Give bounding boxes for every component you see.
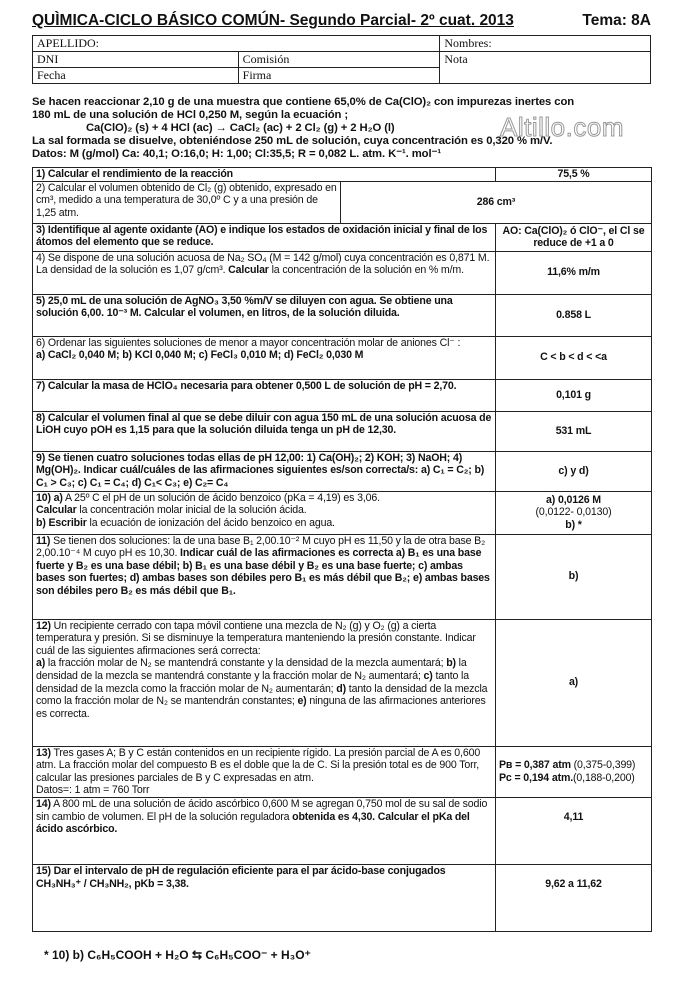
text-segment: tanto la densidad de la mezcla como la fracción molar de N₂ aumentarán;	[36, 669, 469, 695]
intro-line: 180 mL de una solución de HCl 0,250 M, según la ecuación ;	[32, 109, 349, 121]
text-segment: 11)	[36, 534, 51, 547]
text-segment: 8) Calcular el volumen final al que se debe diluir con agua 150 mL de una solución acuosa de LiOH cuyo pOH es 1,15 para que la solución diluida tenga un pH de 12,30.	[36, 411, 492, 437]
text-segment: A 25º C el pH de un solución de ácido benzoico (pKa = 4,19) es 3,06.	[62, 491, 380, 504]
text-segment: la concentración molar inicial de la solución ácida.	[76, 504, 307, 517]
question-text	[33, 336, 496, 379]
answer-cell	[496, 619, 652, 746]
text-segment: Datos=: 1 atm = 760 Torr	[36, 784, 150, 797]
intro-data: Datos: M (g/mol) Ca: 40,1; O:16,0; H: 1,00; Cl:35,5; R = 0,082 L. atm. K⁻¹. mol⁻¹	[32, 148, 442, 160]
text-segment: b) Escribir	[36, 516, 87, 529]
question-row	[33, 534, 652, 619]
text-segment: b)	[446, 657, 456, 670]
text-segment: la fracción molar de N₂ se mantendrá constante y la densidad de la mezcla aumentará;	[45, 657, 447, 670]
text-segment: a) 0,0126 M	[546, 493, 601, 506]
answer-cell	[496, 534, 652, 619]
exam-title-bar	[32, 12, 651, 30]
text-segment: (0,188-0,200)	[573, 771, 635, 784]
answer-cell	[496, 223, 652, 251]
question-row	[33, 619, 652, 746]
answer-cell	[496, 251, 652, 294]
text-segment: Pʙ = 0,387 atm	[499, 759, 571, 772]
text-segment: C < b < d < <a	[540, 351, 607, 364]
text-segment: 9,62 a 11,62	[545, 877, 602, 890]
question-text	[33, 491, 496, 534]
text-segment: ninguna de las afirmaciones anteriores es correcta.	[36, 695, 486, 720]
footnote-equation: * 10) b) C₆H₅COOH + H₂O ⇆ C₆H₅COO⁻ + H₃O⁺	[44, 948, 311, 962]
question-text	[33, 451, 496, 491]
text-segment: a)	[36, 657, 46, 670]
text-segment: 12)	[36, 619, 51, 632]
text-segment: (0,375-0,399)	[570, 759, 636, 772]
text-segment: b) *	[565, 518, 582, 531]
answer-cell	[496, 168, 652, 182]
exam-title: QUÌMICA-CICLO BÁSICO COMÚN- Segundo Parcial- 2º cuat. 2013	[32, 12, 514, 29]
question-row	[33, 411, 652, 451]
question-row	[33, 336, 652, 379]
question-row	[33, 379, 652, 411]
text-segment: 11,6% m/m	[547, 266, 600, 279]
text-segment: la densidad de la mezcla se mantendrá constante y la fracción molar de N₂ aumentará;	[36, 657, 467, 682]
question-row	[33, 491, 652, 534]
text-segment: Un recipiente cerrado con tapa móvil contiene una mezcla de N₂ (g) y O₂ (g) a cierta temperatura y presión. Si se disminuye la temperatura manteniendo la presión constante. Indicar cuál de las siguientes afirmaciones será correcta:	[36, 619, 476, 657]
watermark-logo: Altillo.com	[500, 112, 624, 142]
text-segment: 0,101 g	[556, 388, 591, 401]
question-row	[33, 181, 652, 223]
text-segment: Pᴄ = 0,194 atm.	[499, 771, 574, 784]
text-segment: obtenida es 4,30. Calcular el pKa del ácido ascórbico.	[36, 810, 470, 836]
exam-tema: Tema: 8A	[582, 12, 651, 29]
answer-cell	[341, 181, 652, 223]
text-segment: c) y d)	[558, 464, 589, 477]
text-segment: d)	[336, 682, 346, 695]
answer-cell	[496, 294, 652, 336]
question-row	[33, 864, 652, 931]
comision-field[interactable]: Comisión	[238, 52, 440, 68]
answer-cell	[496, 491, 652, 534]
text-segment: Tres gases A; B y C están contenidos en un recipiente rígido. La presión parcial de A es 0,600 atm. La fracción molar del compuesto B es el doble que la de C. Si la presión total es de 900 Torr, calcular las presiones parciales de B y C expresadas en atm.	[36, 746, 481, 784]
answer-cell	[496, 797, 652, 864]
text-segment: 1) Calcular el rendimiento de la reacción	[36, 168, 233, 180]
question-text	[33, 411, 496, 451]
text-segment: AO: Ca(ClO)₂ ó ClO⁻, el Cl se reduce de +1 a 0	[502, 224, 645, 250]
text-segment: 4,11	[563, 810, 584, 823]
text-segment: 286 cm³	[476, 195, 516, 208]
text-segment: la ecuación de ionización del ácido benzoico en agua.	[86, 516, 335, 529]
text-segment: 9) Se tienen cuatro soluciones todas ellas de pH 12,00: 1) Ca(OH)₂; 2) KOH; 3) NaOH; 4) Mg(OH)₂. Indicar cuál/cuáles de las afirmaciones siguientes es/son correcta/s: a) C₁ = C₂; b) C₁ > C₃; c) C₁ = C₄; d) C₁< C₃; e) C₂= C₄	[36, 451, 485, 489]
question-text	[33, 379, 496, 411]
question-text	[33, 619, 496, 746]
text-segment: 7) Calcular la masa de HClO₄ necesaria para obtener 0,500 L de solución de pH = 2,70.	[36, 379, 457, 392]
question-text	[33, 181, 341, 223]
question-text	[33, 746, 496, 797]
question-row	[33, 451, 652, 491]
student-info-table	[32, 35, 651, 84]
question-text	[33, 168, 496, 182]
questions-table	[32, 167, 652, 932]
text-segment: la concentración de la solución en % m/m.	[268, 264, 464, 277]
question-text	[33, 294, 496, 336]
firma-field[interactable]: Firma	[238, 68, 440, 84]
question-text	[33, 797, 496, 864]
text-segment: Indicar cuál de las afirmaciones es correcta a) B₁ es una base fuerte y B₂ es una base débil; b) B₁ es una base débil y B₂ es una base fuerte; c) ambas bases son fuertes; d) ambas bases son débiles pero B₁ es más débil que B₂; e) ambas bases son débiles pero B₂ es más débil que B₁.	[36, 547, 490, 597]
text-segment: e)	[297, 695, 307, 708]
text-segment: c)	[423, 669, 433, 682]
text-segment: Calcular	[228, 264, 269, 277]
answer-cell	[496, 746, 652, 797]
question-row	[33, 168, 652, 182]
question-text	[33, 223, 496, 251]
text-segment: 4) Se dispone de una solución acuosa de Na₂ SO₄ (M = 142 g/mol) cuya concentración es 0,871 M. La densidad de la solución es 1,07 g/cm³.	[36, 251, 490, 277]
question-row	[33, 797, 652, 864]
text-segment: 3) Identifique al agente oxidante (AO) e indique los estados de oxidación inicial y final de los átomos del elemento que se reduce.	[36, 223, 488, 249]
nombres-field[interactable]: Nombres:	[440, 36, 651, 52]
dni-field[interactable]: DNI	[33, 52, 239, 68]
text-segment: 0.858 L	[556, 308, 591, 321]
text-segment: 6) Ordenar las siguientes soluciones de menor a mayor concentración molar de aniones Cl⁻ :	[36, 336, 461, 349]
intro-line: Se hacen reaccionar 2,10 g de una muestra que contiene 65,0% de Ca(ClO)₂ con impurezas inertes con	[32, 96, 575, 108]
fecha-field[interactable]: Fecha	[33, 68, 239, 84]
text-segment: 531 mL	[555, 424, 592, 437]
reaction-equation: Ca(ClO)₂ (s) + 4 HCl (ac) → CaCl₂ (ac) + 2 Cl₂ (g) + 2 H₂O (l)	[86, 122, 395, 134]
text-segment: a) CaCl₂ 0,040 M; b) KCl 0,040 M; c) FeCl₃ 0,010 M; d) FeCl₂ 0,030 M	[36, 349, 364, 362]
intro-line: La sal formada se disuelve, obteniéndose 250 mL de solución, cuya concentración es 0,320 % m/V.	[32, 135, 553, 147]
answer-cell	[496, 864, 652, 931]
text-segment: Se tienen dos soluciones: la de una base B₁ 2,00.10⁻² M cuyo pH es 11,50 y la de otra base B₂ 2,00.10⁻⁴ M cuyo pH es 10,30.	[36, 534, 486, 560]
apellido-field[interactable]: APELLIDO:	[33, 36, 440, 52]
question-row	[33, 746, 652, 797]
text-segment: b)	[568, 570, 579, 583]
text-segment: A 800 mL de una solución de ácido ascórbico 0,600 M se agregan 0,750 mol de su sal de sodio sin cambio de volumen. El pH de la solución reguladora	[36, 797, 488, 823]
text-segment: 10) a)	[36, 491, 63, 504]
text-segment: tanto la densidad de la mezcla como la fracción molar de N₂ se mantendrán constantes;	[36, 682, 488, 708]
question-text	[33, 534, 496, 619]
text-segment: 13)	[36, 746, 51, 759]
text-segment: a)	[568, 676, 579, 689]
nota-field[interactable]: Nota	[440, 52, 651, 84]
question-row	[33, 223, 652, 251]
answer-cell	[496, 379, 652, 411]
text-segment: 15) Dar el intervalo de pH de regulación eficiente para el par ácido-base conjugados CH₃NH₃⁺ / CH₃NH₂, pKb = 3,38.	[36, 864, 446, 890]
question-text	[33, 864, 496, 931]
text-segment: (0,0122- 0,0130)	[535, 506, 612, 519]
question-row	[33, 294, 652, 336]
answer-cell	[496, 451, 652, 491]
question-text	[33, 251, 496, 294]
text-segment: 14)	[36, 797, 51, 810]
text-segment: 75,5 %	[557, 168, 590, 180]
question-row	[33, 251, 652, 294]
answer-cell	[496, 336, 652, 379]
text-segment: 5) 25,0 mL de una solución de AgNO₃ 3,50 %m/V se diluyen con agua. Se obtiene una solución 6,00. 10⁻³ M. Calcular el volumen, en litros, de la solución diluida.	[36, 294, 453, 320]
answer-cell	[496, 411, 652, 451]
text-segment: Calcular	[36, 504, 77, 517]
text-segment: 2) Calcular el volumen obtenido de Cl₂ (g) obtenido, expresado en cm³, medido a una temperatura de 30,0º C y a una presión de 1,25 atm.	[36, 181, 337, 219]
